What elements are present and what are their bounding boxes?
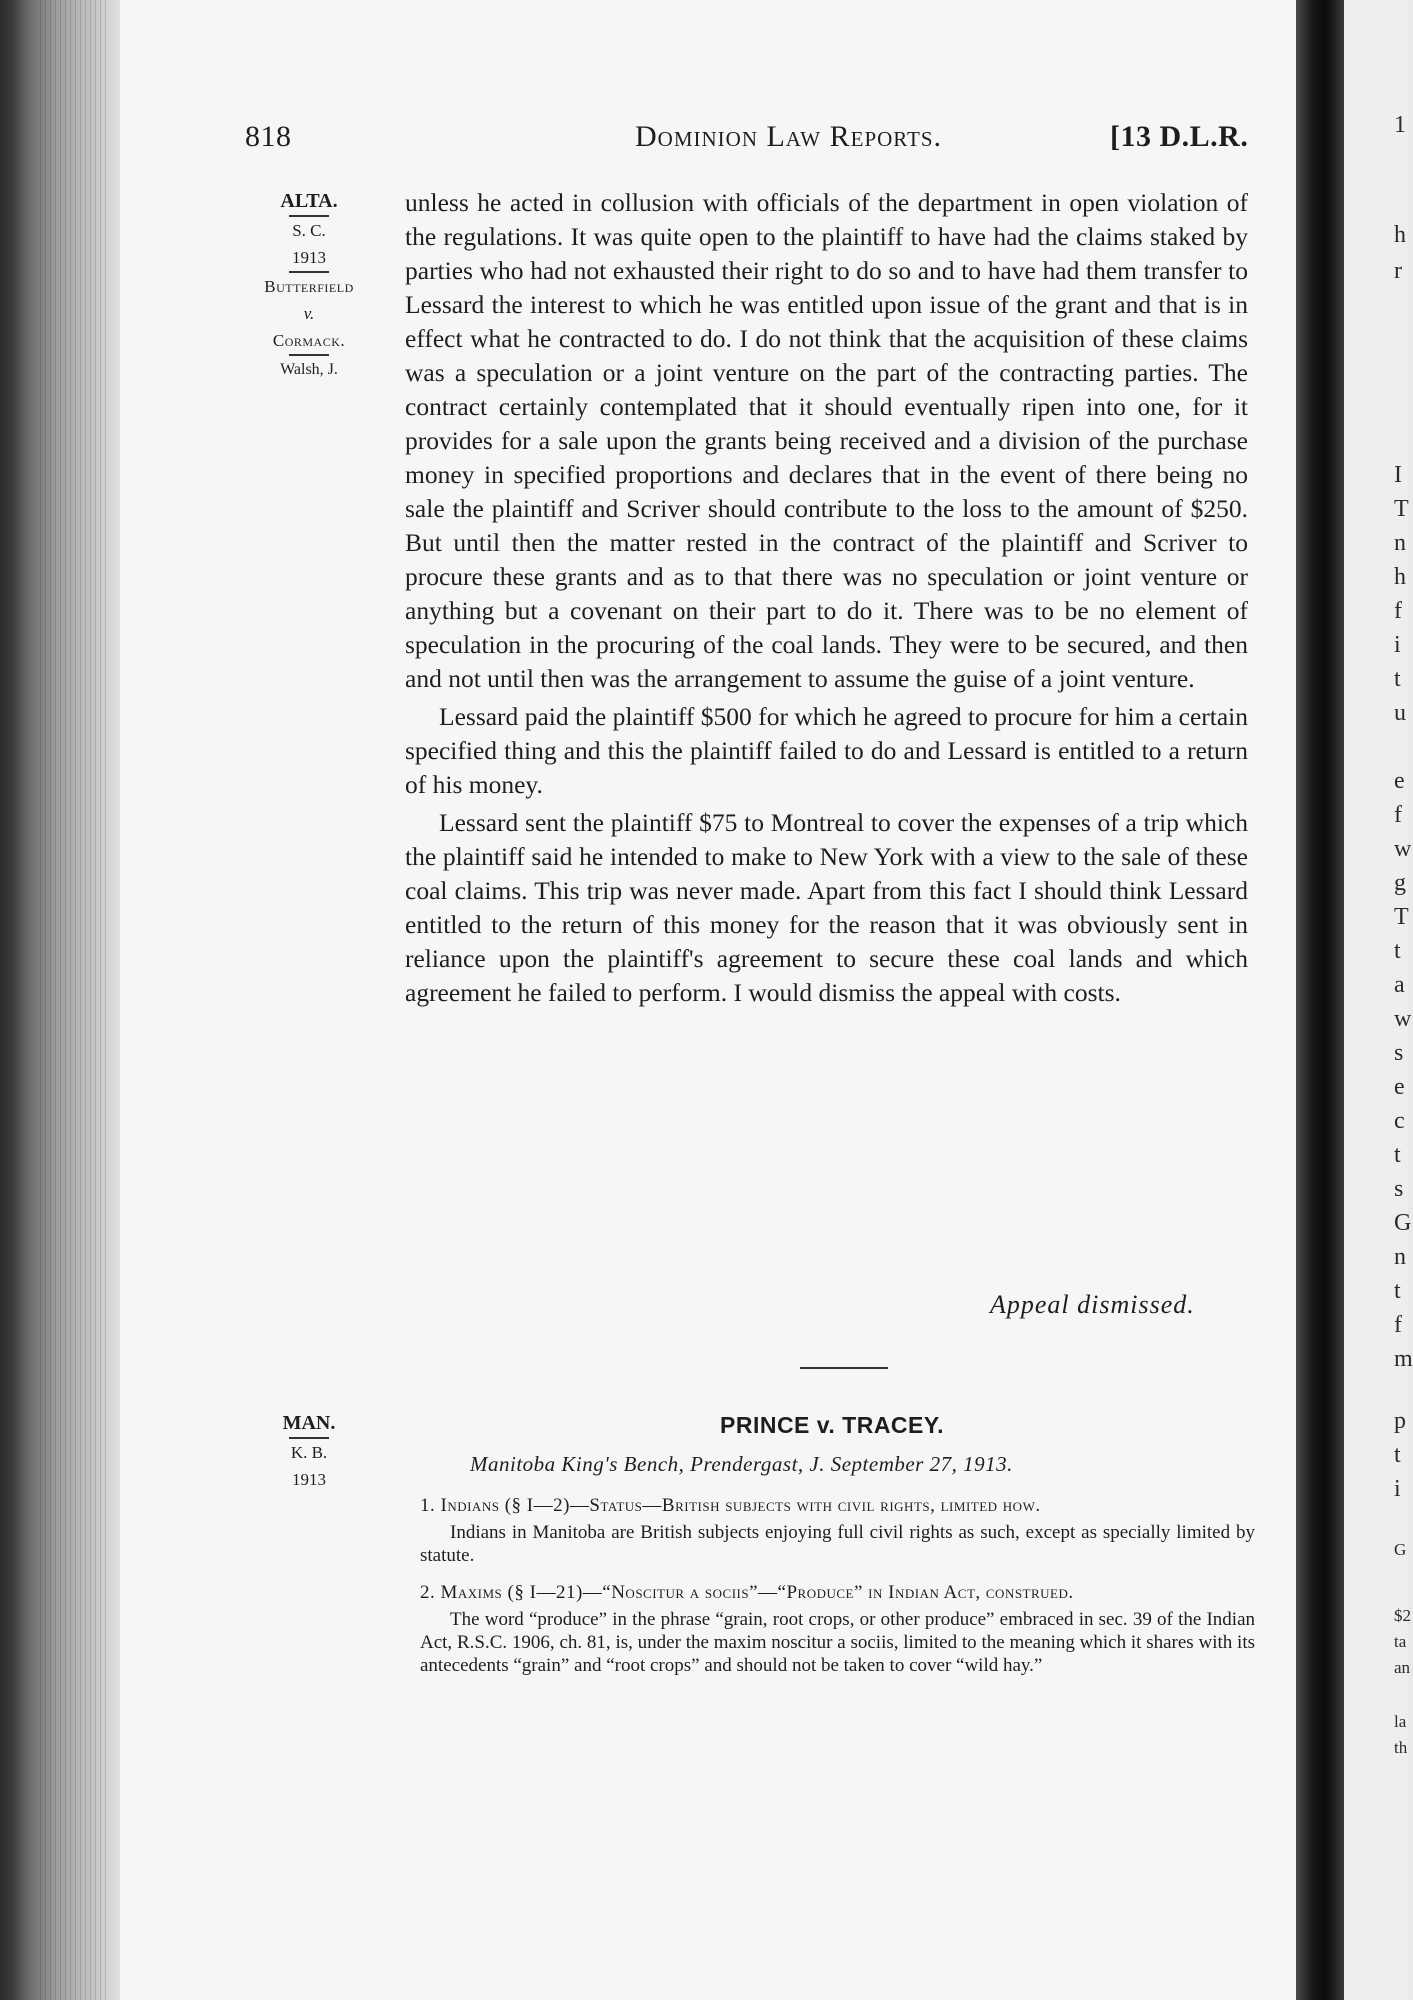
court-line: Manitoba King's Bench, Prendergast, J. September 27, 1913. [470,1452,1013,1476]
facing-page-fragment: s [1394,1176,1404,1202]
binding-gutter [1296,0,1344,2000]
facing-page-fragment: g [1394,870,1406,896]
facing-page-fragment: t [1394,1442,1401,1468]
volume-reference: [13 D.L.R. [1110,120,1249,153]
body-paragraph: unless he acted in collusion with officials of the department in open violation of the regulations. It was quite open to the plaintiff to have had the claims staked by parties who had not exhausted their right to do so and to have had them transfer to Lessard the interest to which he was entitled upon issue of the grant and that is in effect what he contracted to do. I do not think that the acquisition of these claims was a speculation or a joint venture on the part of the contracting parties. The contract certainly contemplated that it should eventually ripen into one, for it provides for a sale upon the grants being received and a division of the purchase money in specified proportions and declares that in the event of there being no sale the plaintiff and Scriver should contribute to the loss to the amount of $250. But until then the matter rested in the contract of the plaintiff and Scriver to procure these grants and as to that there was no speculation or joint venture or anything but a covenant on their part to do it. There was to be no element of speculation in the procuring of the coal lands. They were to be secured, and then and not until then was the arrangement to assume the guise of a joint venture. [405,188,1248,693]
facing-page-fragment: n [1394,530,1406,556]
facing-page-fragment: T [1394,496,1409,522]
margin-versus: v. [303,304,315,323]
facing-page-fragment: a [1394,972,1405,998]
margin-note-upper [238,188,380,383]
margin-province: MAN. [282,1412,336,1434]
margin-party-1: Butterfield [264,277,354,296]
facing-page-fragment: i [1394,632,1401,658]
facing-page-fragment: th [1394,1738,1408,1757]
facing-page-fragment: u [1394,700,1406,726]
margin-court: S. C. [292,221,326,240]
facing-page-fragment: c [1394,1108,1405,1134]
facing-page-fragment: t [1394,666,1401,692]
facing-page-fragment: T [1394,904,1409,930]
facing-page-fragment: f [1394,802,1402,828]
facing-page-fragment: t [1394,1142,1401,1168]
facing-page-fragment: G [1394,1540,1407,1559]
body-paragraph: Lessard sent the plaintiff $75 to Montreal to cover the expenses of a trip which the plaintiff said he intended to make to New York with a view to the sale of these coal claims. This trip was never made. Apart from this fact I should think Lessard entitled to the return of this money for the reason that it was obviously sent in reliance upon the plaintiff's agreement to secure these coal lands and which agreement he failed to perform. I would dismiss the appeal with costs. [405,808,1248,1007]
facing-page-fragment: an [1394,1658,1411,1677]
facing-page-fragment: p [1394,1408,1406,1434]
facing-page-fragment: 1 [1394,112,1406,138]
headnote-body: Indians in Manitoba are British subjects enjoying full civil rights as such, except as specially limited by statute. [420,1522,1255,1566]
facing-page-fragment: h [1394,564,1406,590]
headnote-heading: 2. Maxims (§ I—21)—“Noscitur a sociis”—“Produce” in Indian Act, construed. [420,1582,1074,1603]
case-title: PRINCE v. TRACEY. [720,1412,945,1438]
margin-party-2: Cormack. [272,331,346,350]
facing-page-fragment: e [1394,1074,1405,1100]
facing-page-fragment: t [1394,1278,1401,1304]
facing-page-fragment: t [1394,938,1401,964]
facing-page-fragment: ta [1394,1632,1407,1651]
facing-page-fragment: e [1394,768,1405,794]
facing-page-fragment: G [1394,1210,1412,1236]
facing-page-fragment: r [1394,258,1402,284]
margin-province: ALTA. [280,190,338,212]
headnote-body: The word “produce” in the phrase “grain, root crops, or other produce” embraced in sec. 39 of the Indian Act, R.S.C. 1906, ch. 81, is, under the maxim noscitur a sociis, limited to the meaning which it shares with its antecedents “grain” and “root crops” and should not be taken to cover “wild hay.” [420,1609,1255,1676]
page-stack-edges [40,0,110,2000]
facing-page-edge [1344,0,1413,2000]
facing-page-fragment: s [1394,1040,1404,1066]
facing-page-fragment: w [1394,1006,1412,1032]
facing-page-fragment: f [1394,1312,1402,1338]
headnote-heading: 1. Indians (§ I—2)—Status—British subjects with civil rights, limited how. [420,1495,1041,1516]
margin-year: 1913 [292,1470,326,1489]
judgment-text [405,186,1248,1010]
facing-page-fragment: $2 [1394,1606,1411,1625]
facing-page-fragment: m [1394,1346,1413,1372]
facing-page-fragment: I [1394,462,1402,488]
disposition: Appeal dismissed. [990,1290,1195,1319]
facing-page-fragment: la [1394,1712,1407,1731]
margin-judge: Walsh, J. [280,361,338,378]
facing-page-fragment: f [1394,598,1402,624]
headnotes [420,1494,1255,1691]
margin-note-lower [238,1410,380,1493]
margin-court: K. B. [290,1443,328,1462]
margin-year: 1913 [292,248,326,267]
facing-page-fragment: w [1394,836,1412,862]
facing-page-fragment: n [1394,1244,1406,1270]
page-number: 818 [245,120,292,153]
running-title: Dominion Law Reports. [635,120,943,153]
facing-page-fragment: i [1394,1476,1401,1502]
section-divider [800,1367,888,1369]
body-paragraph: Lessard paid the plaintiff $500 for which he agreed to procure for him a certain specified thing and this the plaintiff failed to do and Lessard is entitled to a return of his money. [405,702,1248,799]
facing-page-fragment: h [1394,222,1406,248]
